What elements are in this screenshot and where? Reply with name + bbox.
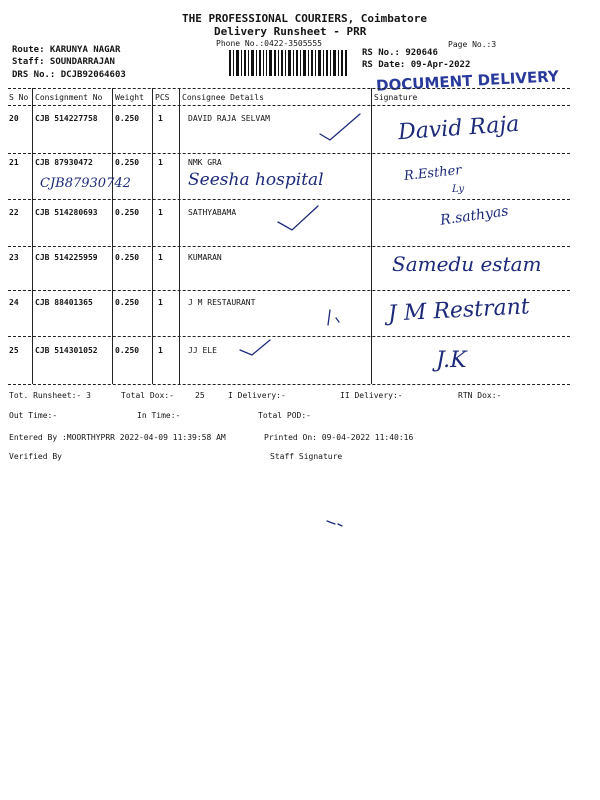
- row-pcs: 1: [158, 208, 163, 217]
- row-pcs: 1: [158, 158, 163, 167]
- row-consignment: CJB 87930472: [35, 158, 93, 167]
- document-delivery-stamp: DOCUMENT DELIVERY: [375, 67, 560, 95]
- signature-handwriting: Ly: [452, 184, 465, 195]
- col-header-pcs: PCS: [155, 93, 170, 102]
- total-dox-label: Total Dox:-: [121, 391, 174, 400]
- row-consignee: J M RESTAURANT: [188, 298, 256, 307]
- signature-handwriting: Samedu estam: [392, 252, 542, 276]
- col-divider: [152, 88, 153, 384]
- row-weight: 0.250: [115, 158, 140, 167]
- checkmark-icon: [278, 206, 318, 230]
- pen-stroke-icon: [328, 310, 330, 325]
- ii-delivery-label: II Delivery:-: [340, 391, 403, 400]
- row-weight: 0.250: [115, 208, 140, 217]
- col-divider: [371, 88, 372, 384]
- route-label: Route: KARUNYA NAGAR: [12, 45, 121, 55]
- row-sno: 22: [9, 208, 19, 217]
- page-number: Page No.:3: [448, 40, 497, 49]
- table-top-rule: [8, 88, 570, 89]
- rs-date: RS Date: 09-Apr-2022: [362, 60, 471, 70]
- entered-by: Entered By :MOORTHYPRR 2022-04-09 11:39:58 AM: [9, 433, 226, 442]
- row-pcs: 1: [158, 298, 163, 307]
- row-consignee: KUMARAN: [188, 253, 222, 262]
- row-weight: 0.250: [115, 253, 140, 262]
- staff-signature-label: Staff Signature: [270, 452, 343, 461]
- col-divider: [32, 88, 33, 384]
- col-divider: [179, 88, 180, 384]
- verified-by-label: Verified By: [9, 452, 62, 461]
- signature-handwriting: R.sathyas: [439, 203, 510, 229]
- pen-scribble-icon: [327, 521, 342, 526]
- handwritten-consignment-note: CJB87930742: [40, 176, 131, 191]
- in-time-label: In Time:-: [137, 411, 181, 420]
- signature-handwriting: R.Esther: [403, 163, 463, 184]
- col-header-signature: Signature: [374, 93, 418, 102]
- out-time-label: Out Time:-: [9, 411, 58, 420]
- checkmark-icon: [240, 340, 270, 355]
- row-consignee: JJ ELE: [188, 346, 217, 355]
- barcode-image: [229, 50, 349, 76]
- signature-handwriting: David Raja: [397, 111, 521, 146]
- handwritten-consignee-note: Seesha hospital: [188, 170, 324, 190]
- rs-number: RS No.: 920646: [362, 48, 438, 58]
- company-name: THE PROFESSIONAL COURIERS, Coimbatore: [182, 12, 428, 25]
- row-consignment: CJB 514280693: [35, 208, 98, 217]
- drs-number: DRS No.: DCJB92064603: [12, 70, 126, 80]
- row-sno: 21: [9, 158, 19, 167]
- row-rule: [8, 199, 570, 200]
- row-consignment: CJB 514227758: [35, 114, 98, 123]
- tot-runsheet: Tot. Runsheet:- 3: [9, 391, 91, 400]
- row-pcs: 1: [158, 253, 163, 262]
- staff-label: Staff: SOUNDARRAJAN: [12, 57, 115, 67]
- phone-number: Phone No.:0422-3505555: [216, 39, 322, 48]
- row-sno: 23: [9, 253, 19, 262]
- document-title: Delivery Runsheet - PRR: [214, 25, 367, 38]
- col-header-consignee: Consignee Details: [182, 93, 264, 102]
- row-rule: [8, 246, 570, 247]
- table-header-rule: [8, 105, 570, 106]
- row-rule: [8, 336, 570, 337]
- row-sno: 25: [9, 346, 19, 355]
- row-weight: 0.250: [115, 346, 140, 355]
- row-rule: [8, 290, 570, 291]
- row-pcs: 1: [158, 346, 163, 355]
- signature-handwriting: J M Restrant: [387, 294, 531, 327]
- total-dox-value: 25: [195, 391, 205, 400]
- i-delivery-label: I Delivery:-: [228, 391, 286, 400]
- col-divider: [112, 88, 113, 384]
- row-consignee: DAVID RAJA SELVAM: [188, 114, 270, 123]
- rtn-dox-label: RTN Dox:-: [458, 391, 502, 400]
- row-sno: 20: [9, 114, 19, 123]
- col-header-sno: S No: [9, 93, 29, 102]
- checkmark-icon: [320, 114, 360, 140]
- col-header-weight: Weight: [115, 93, 144, 102]
- signature-handwriting: J.K: [436, 348, 467, 373]
- row-weight: 0.250: [115, 114, 140, 123]
- printed-on: Printed On: 09-04-2022 11:40:16: [264, 433, 414, 442]
- row-weight: 0.250: [115, 298, 140, 307]
- row-consignment: CJB 514301052: [35, 346, 98, 355]
- row-rule: [8, 153, 570, 154]
- pen-dot-icon: [336, 318, 339, 322]
- total-pod-label: Total POD:-: [258, 411, 311, 420]
- row-consignment: CJB 514225959: [35, 253, 98, 262]
- table-bottom-rule: [8, 384, 570, 385]
- row-consignment: CJB 88401365: [35, 298, 93, 307]
- row-sno: 24: [9, 298, 19, 307]
- row-consignee: SATHYABAMA: [188, 208, 237, 217]
- col-header-consignment: Consignment No: [35, 93, 103, 102]
- row-pcs: 1: [158, 114, 163, 123]
- row-consignee: NMK GRA: [188, 158, 222, 167]
